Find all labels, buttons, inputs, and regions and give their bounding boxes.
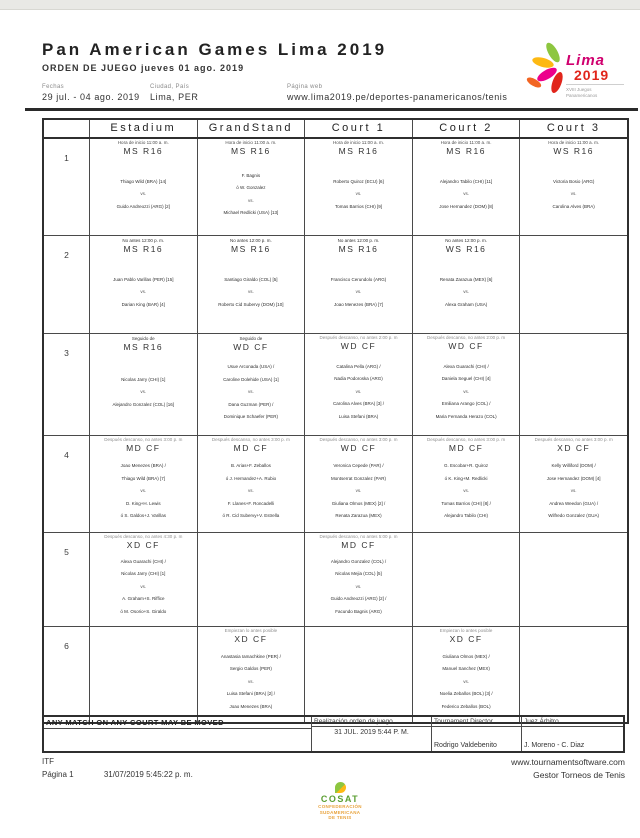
schedule-cell bbox=[90, 533, 198, 626]
player-line: Renata Zarazua (MEX) bbox=[335, 513, 382, 519]
player-line: ó R. Cid Subervy+V. Estrella bbox=[222, 513, 280, 519]
cosat-subtitle-2: SUDAMERICANA bbox=[319, 809, 361, 815]
cell-caption: Después descanso, no antes 3:00 p. m bbox=[319, 437, 398, 442]
player-line: Maria Fernanda Herazo (COL) bbox=[435, 413, 497, 419]
player-line: Guido Andreozzi (ARG) [2] / bbox=[330, 596, 387, 602]
schedule-cell bbox=[198, 334, 306, 435]
notice-text: ANY MATCH ON ANY COURT MAY BE MOVED bbox=[44, 717, 311, 729]
vs-label: vs. bbox=[248, 488, 254, 494]
event-code: MS R16 bbox=[123, 244, 164, 254]
event-code: MS R16 bbox=[123, 146, 164, 156]
cell-caption: No antes 12:00 p. m. bbox=[337, 238, 380, 243]
event-code: XD CF bbox=[234, 634, 268, 644]
footer-page-line bbox=[42, 770, 193, 779]
player-line: ó S. Galdos+J. Varillas bbox=[120, 513, 166, 519]
vs-label: vs. bbox=[140, 488, 147, 494]
schedule-cell bbox=[305, 436, 413, 532]
field-website bbox=[287, 84, 508, 102]
player-line: Renata Zarazua (MEX) [6] bbox=[439, 276, 493, 282]
cell-caption: Hora de inicio 11:00 a. m. bbox=[225, 140, 277, 145]
cosat-subtitle-3: DE TENIS bbox=[328, 815, 352, 820]
schedule-cell bbox=[90, 436, 198, 532]
match-lines bbox=[306, 351, 411, 433]
event-code: XD CF bbox=[449, 634, 483, 644]
column-header-court-3: Court 3 bbox=[546, 122, 601, 134]
cell-caption: No antes 12:00 p. m. bbox=[445, 238, 487, 243]
schedule-cell bbox=[413, 334, 521, 435]
field-city-label: Ciudad, País bbox=[150, 84, 190, 90]
admin-strip bbox=[42, 715, 625, 753]
player-line: A. Graham+S. Riffice bbox=[122, 596, 165, 602]
event-code: WD CF bbox=[448, 341, 484, 351]
player-line: Nicolas Jarry (CHI) [1] bbox=[121, 571, 166, 577]
schedule-cell bbox=[520, 627, 627, 722]
vs-label: vs. bbox=[355, 488, 362, 494]
vs-label: vs. bbox=[140, 583, 147, 589]
schedule-row bbox=[44, 436, 627, 533]
vs-label: vs. bbox=[355, 583, 362, 589]
player-line: Giuliana Olmos (MEX) / bbox=[442, 653, 490, 659]
event-code: MS R16 bbox=[231, 146, 271, 156]
scan-edge bbox=[0, 0, 640, 10]
player-line: Alejandro Gonzalez (COL) / bbox=[330, 558, 387, 564]
schedule-row bbox=[44, 236, 627, 334]
schedule-cell bbox=[198, 627, 306, 722]
event-code: MS R16 bbox=[338, 244, 379, 254]
event-code: WS R16 bbox=[445, 244, 487, 254]
notice-blank bbox=[44, 729, 311, 751]
player-line: Sergio Galdos (PER) bbox=[229, 666, 272, 672]
player-line: Federico Zeballos (BOL) bbox=[441, 703, 491, 709]
match-lines bbox=[414, 351, 519, 433]
cell-caption: Hora de inicio 11:00 a. m. bbox=[548, 140, 600, 145]
schedule-cell bbox=[413, 436, 521, 532]
cosat-name: COSAT bbox=[320, 794, 360, 804]
event-code: WS R16 bbox=[553, 146, 594, 156]
player-line: G. Escobar+R. Quiroz bbox=[444, 463, 489, 469]
player-line: Alexa Graham (USA) bbox=[444, 301, 488, 307]
player-line: Caroline Dolehide (USA) [1] bbox=[223, 376, 279, 382]
player-line: Emiliana Arango (COL) / bbox=[441, 401, 491, 407]
player-line: Anastasia Iamachkine (PER) / bbox=[220, 653, 281, 659]
schedule-cell bbox=[90, 627, 198, 722]
row-number: 3 bbox=[44, 334, 90, 435]
cell-caption: Empiezan lo antes posible bbox=[439, 628, 493, 633]
schedule-cell bbox=[520, 139, 627, 235]
row-number: 6 bbox=[44, 627, 90, 722]
schedule-cell bbox=[520, 334, 627, 435]
row-number: 1 bbox=[44, 139, 90, 235]
order-created-label: Realización orden de juego bbox=[312, 717, 431, 727]
player-line: ó J. Hernandez+A. Rubio bbox=[225, 475, 277, 481]
field-dates-value: 29 jul. - 04 ago. 2019 bbox=[42, 92, 140, 102]
player-line: Alejandro Tabilo (CHI) [11] bbox=[439, 178, 493, 184]
player-line: Dominique Schaefer (PER) bbox=[223, 414, 279, 420]
cell-caption: Después descanso, no antes 2:00 p. m bbox=[319, 335, 398, 340]
vs-label: vs. bbox=[463, 191, 469, 197]
player-line: Joao Menezes (BRA) [7] bbox=[333, 301, 383, 307]
schedule-cell bbox=[305, 627, 413, 722]
vs-label: vs. bbox=[140, 289, 147, 295]
vs-label: vs. bbox=[463, 488, 469, 494]
player-line: ó K. King+M. Redlicki bbox=[444, 475, 488, 481]
cosat-mark-icon bbox=[335, 782, 346, 793]
player-line: Michael Redlicki (USA) [13] bbox=[223, 210, 279, 215]
vs-label: vs. bbox=[463, 678, 469, 684]
vs-label: vs. bbox=[355, 388, 362, 394]
player-line: B. Arias+F. Zeballos bbox=[230, 463, 271, 469]
schedule-cell bbox=[198, 236, 306, 333]
match-lines bbox=[306, 453, 411, 530]
cell-caption: Hora de inicio 11:00 a. m. bbox=[333, 140, 384, 145]
lima2019-logo bbox=[524, 42, 628, 106]
player-line: Nadia Podoroska (ARG) bbox=[334, 376, 383, 382]
event-code: MS R16 bbox=[123, 342, 164, 352]
match-lines bbox=[199, 453, 304, 530]
player-line: Daniela Seguel (CHI) [4] bbox=[441, 376, 491, 382]
player-line: Manuel Sanchez (MEX) bbox=[442, 666, 490, 672]
vs-label: vs. bbox=[248, 389, 254, 395]
row-number: 5 bbox=[44, 533, 90, 626]
player-line: Luisa Stefani (BRA) [2] / bbox=[226, 691, 276, 697]
player-line: ó W. Gonzalez bbox=[236, 185, 266, 190]
player-line: Santiago Giraldo (COL) [5] bbox=[224, 276, 278, 282]
cell-caption: Después descanso, no antes 4:30 p. m bbox=[104, 534, 183, 539]
schedule-cell bbox=[413, 533, 521, 626]
player-line: Kelly Williford (DOM) / bbox=[551, 463, 596, 469]
event-code: WD CF bbox=[340, 443, 377, 453]
order-created-value: 31 JUL. 2019 5:44 P. M. bbox=[334, 729, 409, 736]
player-line: Usue Arconada (USA) / bbox=[227, 364, 275, 370]
event-code: MS R16 bbox=[338, 146, 379, 156]
schedule-cell bbox=[198, 533, 306, 626]
event-code: XD CF bbox=[126, 540, 160, 550]
column-header-court-2: Court 2 bbox=[413, 120, 521, 137]
header-divider bbox=[25, 108, 638, 111]
match-lines bbox=[414, 644, 519, 720]
vs-label: vs. bbox=[248, 197, 254, 203]
player-line: ó M. Osorio+S. Giraldo bbox=[120, 608, 167, 614]
player-line: Andrea Weedon (GUA) / bbox=[549, 500, 599, 506]
schedule-cell bbox=[520, 533, 627, 626]
event-code: MS R16 bbox=[231, 244, 271, 254]
cell-caption: Empiezan lo antes posible bbox=[224, 628, 278, 633]
cell-caption: Seguido de bbox=[131, 336, 155, 341]
cell-caption: Hora de inicio 11:00 a. m. bbox=[440, 140, 492, 145]
referee-value: J. Moreno - C. Diaz bbox=[524, 742, 585, 749]
player-line: Joao Menezes (BRA) / bbox=[120, 463, 166, 469]
match-lines bbox=[306, 254, 411, 331]
tournament-director-value: Rodrigo Valdebenito bbox=[434, 742, 497, 749]
player-line: Noelia Zeballos (BOL) [3] / bbox=[439, 691, 493, 697]
tournament-director-label: Tournament Director bbox=[432, 717, 521, 727]
player-line: Alexa Guarachi (CHI) / bbox=[120, 558, 166, 564]
player-line: Alejandro Tabilo (CHI) bbox=[444, 513, 489, 519]
tournament-director-cell bbox=[432, 717, 522, 751]
player-line: Facundo Bagnis (ARG) bbox=[335, 608, 382, 614]
player-line: Jose Hernandez (DOM) [8] bbox=[439, 203, 493, 209]
schedule-cell bbox=[90, 236, 198, 333]
cell-caption: Después descanso, no antes 3:00 p. m bbox=[534, 437, 613, 442]
player-line: Giuliana Olmos (MEX) [2] / bbox=[331, 500, 386, 506]
cell-caption: Después descanso, no antes 5:00 p. m bbox=[319, 534, 398, 539]
player-line: Carolina Alves (BRA) [3] / bbox=[332, 401, 384, 407]
player-line: Dana Guzman (PER) / bbox=[228, 401, 274, 407]
match-lines bbox=[414, 254, 519, 331]
player-line: Veronica Cepede (PAR) / bbox=[333, 463, 384, 469]
player-line: Luisa Stefani (BRA) bbox=[338, 413, 379, 419]
match-lines bbox=[306, 550, 411, 624]
player-line: Francisco Cerundolo (ARG) bbox=[330, 276, 387, 282]
cell-caption: Después descanso, no antes 2:00 p. m bbox=[427, 335, 506, 340]
logo-year: 2019 bbox=[574, 67, 610, 83]
match-lines bbox=[414, 453, 519, 530]
field-dates bbox=[42, 84, 140, 102]
schedule-row bbox=[44, 139, 627, 236]
player-line: Catalina Pella (ARG) / bbox=[336, 363, 381, 369]
schedule-cell bbox=[520, 236, 627, 333]
player-line: Tomas Barrios (CHI) [9] bbox=[334, 203, 382, 209]
order-created-cell bbox=[312, 717, 432, 751]
vs-label: vs. bbox=[355, 289, 362, 295]
match-lines bbox=[91, 352, 196, 433]
player-line: Alexa Guarachi (CHI) / bbox=[443, 363, 489, 369]
column-header-estadium: Estadium bbox=[90, 120, 198, 137]
logo-tagline: XVIII Juegos Panamericanos bbox=[566, 84, 624, 98]
schedule-cell bbox=[198, 139, 306, 235]
cell-caption: No antes 12:00 p. m. bbox=[230, 238, 272, 243]
page-subtitle: ORDEN DE JUEGO jueves 01 ago. 2019 bbox=[42, 63, 245, 73]
cell-caption: Seguido de bbox=[239, 336, 263, 341]
match-lines bbox=[91, 550, 196, 624]
event-code: MD CF bbox=[126, 443, 161, 453]
schedule-row bbox=[44, 533, 627, 627]
schedule-row bbox=[44, 627, 627, 722]
player-line: Roberto Cid Subervy (DOM) [10] bbox=[218, 301, 284, 307]
player-line: Darian King (BAR) [4] bbox=[121, 301, 165, 307]
field-city-value: Lima, PER bbox=[150, 92, 199, 102]
schedule-cell bbox=[520, 436, 627, 532]
player-line: Montserrat Gonzalez (PAR) bbox=[331, 475, 386, 481]
field-city bbox=[150, 84, 198, 102]
match-lines bbox=[91, 254, 196, 331]
vs-label: vs. bbox=[140, 389, 147, 395]
schedule-cell bbox=[305, 236, 413, 333]
schedule-cell bbox=[413, 139, 521, 235]
event-code: WD CF bbox=[233, 342, 269, 352]
schedule-cell bbox=[413, 236, 521, 333]
schedule-cell bbox=[198, 436, 306, 532]
match-lines bbox=[521, 156, 626, 233]
player-line: D. King+H. Lewis bbox=[125, 500, 161, 506]
player-line: Carolina Alves (BRA) bbox=[552, 203, 595, 209]
player-line: F. Bagnis bbox=[241, 172, 261, 178]
player-line: Nicolas Mejia (COL) [5] bbox=[335, 571, 382, 577]
match-lines bbox=[91, 156, 196, 233]
match-lines bbox=[91, 453, 196, 530]
cell-caption: Después descanso, no antes 3:00 p. m bbox=[427, 437, 506, 442]
cell-caption: Hora de inicio 11:00 a. m. bbox=[117, 140, 169, 145]
field-website-value: www.lima2019.pe/deportes-panamericanos/tenis bbox=[287, 92, 508, 102]
cosat-subtitle-1: CONFEDERACIÓN bbox=[318, 804, 362, 809]
logo-wordmark: Lima bbox=[566, 52, 606, 69]
notice-cell bbox=[44, 717, 312, 751]
referee-cell bbox=[522, 717, 623, 751]
cell-caption: No antes 12:00 p. m. bbox=[122, 238, 165, 243]
vs-label: vs. bbox=[463, 289, 469, 295]
player-line: Joao Menezes (BRA) bbox=[229, 703, 273, 709]
schedule-table bbox=[42, 118, 629, 724]
schedule-cell bbox=[305, 139, 413, 235]
player-line: Alejandro Gonzalez (COL) [16] bbox=[112, 401, 175, 407]
player-line: Thiago Wild (BRA) [14] bbox=[120, 178, 167, 184]
row-number: 4 bbox=[44, 436, 90, 532]
schedule-cell bbox=[90, 334, 198, 435]
vs-label: vs. bbox=[248, 678, 254, 684]
cell-caption: Después descanso, no antes 3:00 p. m bbox=[104, 437, 183, 442]
row-number: 2 bbox=[44, 236, 90, 333]
match-lines bbox=[521, 453, 626, 530]
player-line: Tomas Barrios (CHI) [8] / bbox=[441, 500, 491, 506]
cell-caption: Después descanso, no antes 3:00 p. m bbox=[211, 437, 290, 442]
event-code: MD CF bbox=[448, 443, 484, 453]
match-lines bbox=[199, 254, 304, 331]
match-lines bbox=[199, 352, 304, 433]
vs-label: vs. bbox=[570, 191, 577, 197]
footer-website: www.tournamentsoftware.com bbox=[511, 757, 625, 767]
player-line: Wilfredo Gonzalez (GUA) bbox=[548, 513, 600, 519]
footer-printed-time: 31/07/2019 5:45:22 p. m. bbox=[103, 770, 193, 779]
field-dates-label: Fechas bbox=[42, 84, 65, 90]
match-lines bbox=[414, 156, 519, 233]
vs-label: vs. bbox=[570, 488, 577, 494]
player-line: Guido Andreozzi (ARG) [2] bbox=[116, 203, 170, 209]
schedule-cell bbox=[305, 334, 413, 435]
field-website-label: Página web bbox=[287, 84, 323, 90]
cosat-logo bbox=[300, 782, 380, 821]
event-code: MD CF bbox=[233, 443, 269, 453]
match-lines bbox=[306, 156, 411, 233]
row-number-header bbox=[44, 120, 90, 137]
vs-label: vs. bbox=[248, 289, 254, 295]
footer-software: Gestor Torneos de Tenis bbox=[533, 770, 625, 780]
column-header-grandstand: GrandStand bbox=[198, 120, 306, 137]
player-line: F. Llanes+F. Roncadelli bbox=[227, 500, 275, 506]
match-lines bbox=[199, 156, 304, 233]
match-lines bbox=[199, 644, 304, 720]
player-line: Roberto Quiroz (ECU) [6] bbox=[333, 178, 384, 184]
event-code: WD CF bbox=[340, 341, 377, 351]
schedule-cell bbox=[413, 627, 521, 722]
vs-label: vs. bbox=[355, 191, 362, 197]
player-line: Juan Pablo Varillas (PER) [15] bbox=[113, 276, 174, 282]
referee-label: Juez Árbitro bbox=[522, 717, 623, 727]
schedule-row bbox=[44, 334, 627, 436]
vs-label: vs. bbox=[140, 191, 147, 197]
player-line: Nicolas Jarry (CHI) [1] bbox=[121, 376, 166, 382]
player-line: Jose Hernandez (DOM) [4] bbox=[546, 475, 601, 481]
player-line: Victoria Bosio (ARG) bbox=[552, 178, 595, 184]
vs-label: vs. bbox=[463, 388, 469, 394]
column-header-court-1: Court 1 bbox=[305, 120, 413, 137]
player-line: Thiago Wild (BRA) [7] bbox=[121, 475, 166, 481]
event-code: MD CF bbox=[341, 540, 376, 550]
footer-page-number: Página 1 bbox=[42, 770, 74, 779]
event-code: XD CF bbox=[557, 443, 591, 453]
schedule-cell bbox=[90, 139, 198, 235]
event-code: MS R16 bbox=[446, 146, 486, 156]
footer-org: ITF bbox=[42, 757, 54, 766]
schedule-header-row bbox=[44, 120, 627, 139]
page-title: Pan American Games Lima 2019 bbox=[42, 40, 388, 59]
schedule-cell bbox=[305, 533, 413, 626]
